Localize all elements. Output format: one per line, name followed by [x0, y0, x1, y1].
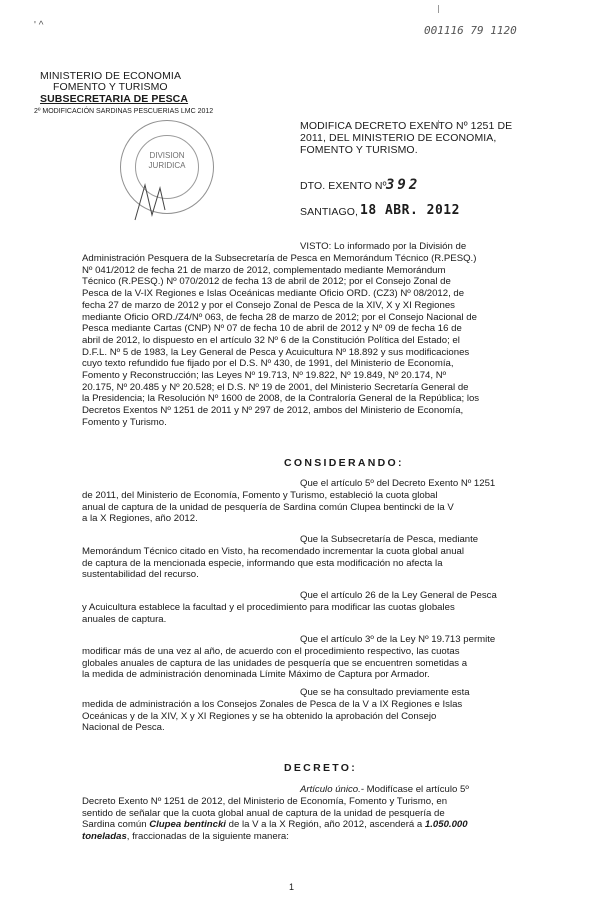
considerando-p1: [82, 490, 556, 525]
article-label: Artículo único.-: [300, 784, 364, 795]
title-line-1: MODIFICA DECRETO EXENTO Nº 1251 DE: [300, 120, 513, 132]
visto-line: abril de 2012, lo dispuesto en el artículo 32 Nº 6 de la Constitución Política del Estado; el: [82, 334, 460, 346]
decreto-heading: DECRETO:: [284, 762, 358, 774]
ministry-line-2: FOMENTO Y TURISMO: [53, 81, 168, 93]
considerando-line: y Acuicultura establece la facultad y el procedimiento para modificar las cuotas globales: [82, 602, 455, 613]
considerando-line: de captura de la mencionada especie, informando que esta modificación no afecta la: [82, 557, 443, 569]
considerando-p2-first: Que la Subsecretaría de Pesca, mediante: [300, 534, 479, 545]
considerando-p2: [82, 546, 556, 581]
quota-amount: 1.050.000: [424, 819, 468, 831]
considerando-line: anuales de captura.: [82, 613, 167, 625]
considerando-p4: [82, 646, 556, 681]
visto-line: mediante Oficio ORD./Z4/Nº 063, de fecha 28 de marzo de 2012; por el Consejo Nacional de: [82, 311, 477, 323]
article-line-rest: Modifícase el artículo 5º: [364, 784, 469, 795]
modification-note: 2º MODIFICACIÓN SARDINAS PESCUERIAS LMC 2012: [34, 108, 214, 115]
visto-line: la Presidencia; la Resolución Nº 1600 de 2008, de la Contraloría General de la República; los: [82, 393, 480, 405]
visto-line: cuyo texto refundido fue fijado por el D.S. Nº 430, de 1991, del Ministerio de Economía,: [82, 358, 454, 370]
stamp-line-1: DIVISION: [149, 151, 185, 160]
considerando-heading: CONSIDERANDO:: [284, 457, 404, 469]
title-line-2: 2011, DEL MINISTERIO DE ECONOMIA,: [300, 132, 497, 144]
considerando-line: medida de administración a los Consejos Zonales de Pesca de la V a IX Regiones e Islas: [82, 699, 463, 710]
signature-mark: [130, 180, 190, 225]
decreto-line: [82, 819, 556, 831]
considerando-p3-first: Que el artículo 26 de la Ley General de Pesca: [300, 590, 497, 601]
decreto-line-part: , fraccionadas de la siguiente manera:: [126, 831, 289, 843]
considerando-line: Memorándum Técnico citado en Visto, ha recomendado incrementar la cuota global anual: [82, 546, 465, 557]
date-city: SANTIAGO,: [300, 206, 359, 218]
considerando-p1-first: Que el artículo 5º del Decreto Exento Nº 1251: [300, 478, 496, 489]
quota-unit: toneladas: [82, 831, 127, 843]
ministry-line-1: MINISTERIO DE ECONOMIA: [40, 70, 182, 82]
visto-line: Pesca de la V-IX Regiones e Islas Oceánicas mediante Oficio ORD. (CZ3) Nº 08/2012, de: [82, 288, 465, 300]
considerando-line: Nacional de Pesca.: [82, 722, 165, 734]
subsecretaria-title: SUBSECRETARIA DE PESCA: [40, 93, 189, 105]
stamp-line-2: JURIDICA: [148, 161, 186, 170]
decreto-line: [82, 831, 556, 843]
considerando-p3: [82, 602, 556, 625]
decreto-body: [82, 796, 556, 843]
visto-line: fecha 27 de marzo de 2012 y por el Consejo Zonal de Pesca de la XIV, X y XI Regiones: [82, 299, 455, 311]
visto-line: VISTO: Lo informado por la División de: [300, 241, 467, 252]
decree-number-value: 392: [386, 177, 421, 193]
margin-tick: [438, 5, 439, 13]
visto-line: Fomento y Reconstrucción; las Leyes Nº 19.713, Nº 19.822, Nº 19.849, Nº 20.174, Nº: [82, 370, 447, 382]
visto-line: Nº 041/2012 de fecha 21 de marzo de 2012, complementado mediante Memorándum: [82, 264, 446, 276]
considerando-line: globales anuales de captura de las unidades de pesquería que se encuentren sometidas a: [82, 657, 468, 669]
considerando-line: Oceánicas y de la XIV, X y XI Regiones y se ha obtenido la aprobación del Consejo: [82, 710, 437, 722]
visto-line: D.F.L. Nº 5 de 1983, la Ley General de Pesca y Acuicultura Nº 18.892 y sus modificaciones: [82, 346, 470, 358]
considerando-line: de 2011, del Ministerio de Economía, Fomento y Turismo, estableció la cuota global: [82, 490, 438, 501]
decreto-line: Decreto Exento Nº 1251 de 2012, del Ministerio de Economía, Fomento y Turismo, en: [82, 796, 448, 807]
date-value: 18 ABR. 2012: [360, 203, 460, 218]
considerando-p5-first: Que se ha consultado previamente esta: [300, 687, 470, 698]
considerando-line: la medida de administración denominada Límite Máximo de Captura por Armador.: [82, 669, 430, 681]
visto-line: 20.175, Nº 20.485 y Nº 20.528; el D.S. Nº 19 de 2001, del Ministerio Secretaría General de: [82, 381, 469, 393]
visto-line: Pesca mediante Cartas (CNP) Nº 07 de fecha 10 de abril de 2012 y Nº 09 de fecha 16 de: [82, 323, 462, 335]
species-name: Clupea bentincki: [149, 819, 226, 831]
decreto-line: sentido de señalar que la cuota global anual de captura de la unidad de pesquería de: [82, 807, 445, 819]
title-line-3: FOMENTO Y TURISMO.: [300, 144, 418, 156]
visto-line: Fomento y Turismo.: [82, 416, 167, 428]
visto-line: Administración Pesquera de la Subsecretaría de Pesca en Memorándum Técnico (R.PESQ.): [82, 253, 477, 264]
considerando-line: sustentabilidad del recurso.: [82, 569, 199, 581]
decreto-line-part: de la V a la X Región, año 2012, ascenderá a: [225, 819, 425, 831]
visto-line: Técnico (R.PESQ.) Nº 070/2012 de fecha 13 de abril de 2012; por el Consejo Zonal de: [82, 276, 451, 288]
visto-body: [82, 253, 556, 429]
folio-number: 001116 79 1120: [424, 24, 517, 37]
considerando-p5: [82, 699, 556, 734]
corner-marks: ' ^: [34, 20, 44, 31]
margin-tick: [438, 120, 439, 128]
considerando-line: anual de captura de la unidad de pesquería de Sardina común Clupea bentincki de la V: [82, 501, 454, 513]
decreto-article-line: [300, 784, 556, 796]
decree-number-label: DTO. EXENTO Nº: [300, 180, 387, 192]
decreto-line-part: Sardina común: [82, 819, 150, 831]
page-number: 1: [289, 882, 295, 892]
considerando-line: a la X Regiones, año 2012.: [82, 513, 198, 525]
considerando-p4-first: Que el artículo 3º de la Ley Nº 19.713 permite: [300, 634, 496, 645]
considerando-line: modificar más de una vez al año, de acuerdo con el procedimiento respectivo, las cuotas: [82, 646, 460, 657]
visto-line: Decretos Exentos Nº 1251 de 2011 y Nº 297 de 2012, ambos del Ministerio de Economía,: [82, 405, 464, 417]
